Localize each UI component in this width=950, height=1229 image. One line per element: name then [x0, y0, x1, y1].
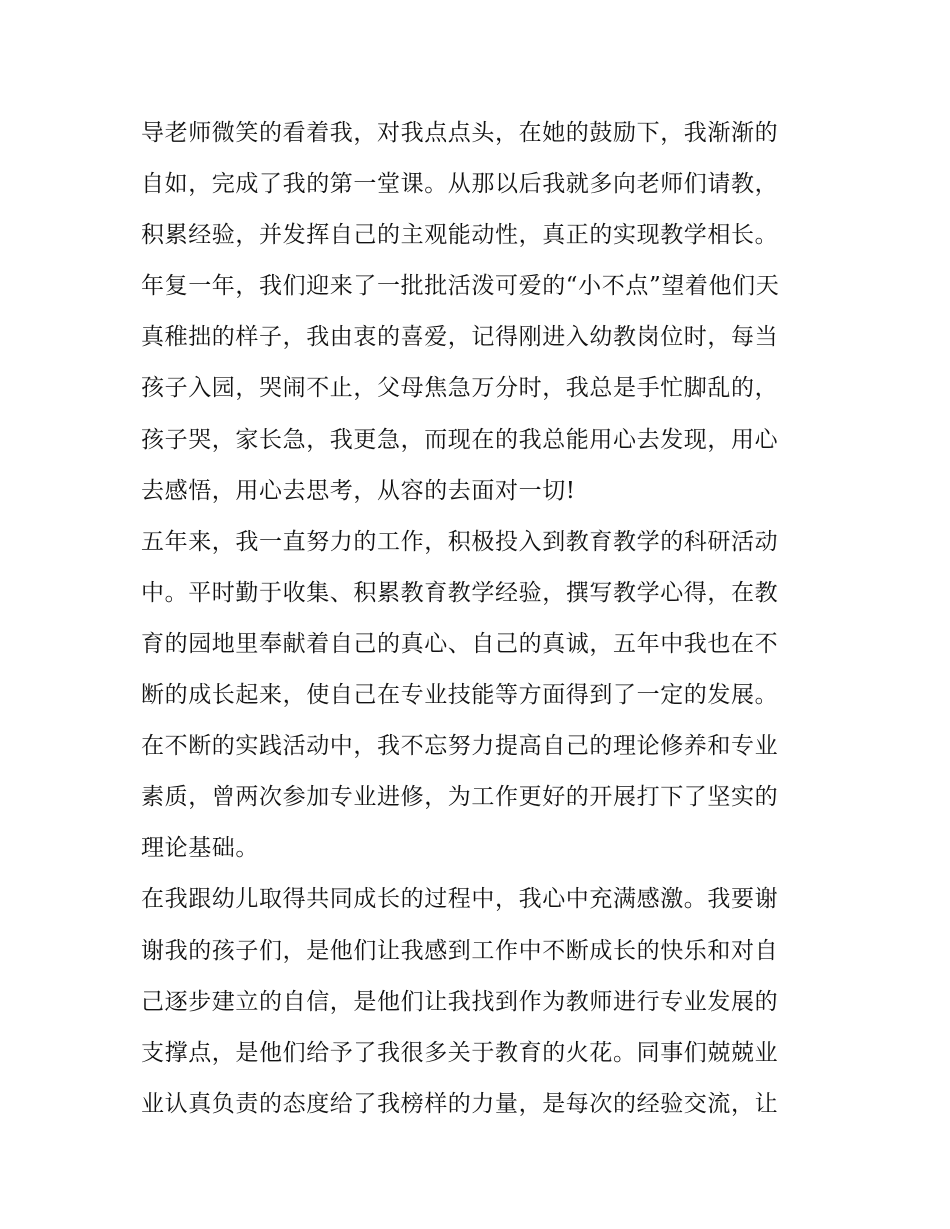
- text-line: 中。平时勤于收集、积累教育教学经验，撰写教学心得，在教: [141, 579, 779, 606]
- text-line: 导老师微笑的看着我，对我点点头，在她的鼓励下，我渐渐的: [141, 120, 779, 146]
- text-line: 支撑点，是他们给予了我很多关于教育的火花。同事们兢兢业: [141, 1039, 779, 1066]
- text-line: 育的园地里奉献着自己的真心、自己的真诚，五年中我也在不: [141, 630, 779, 657]
- text-line: 真稚拙的样子，我由衷的喜爱，记得刚进入幼教岗位时，每当: [141, 324, 779, 351]
- text-line: 去感悟，用心去思考，从容的去面对一切!: [141, 477, 576, 504]
- text-line: 积累经验，并发挥自己的主观能动性，真正的实现教学相长。: [141, 222, 779, 249]
- body-text: [141, 108, 821, 1130]
- text-line: 在不断的实践活动中，我不忘努力提高自己的理论修养和专业: [141, 733, 779, 760]
- text-line: 自如，完成了我的第一堂课。从那以后我就多向老师们请教，: [141, 171, 779, 198]
- text-line: 断的成长起来，使自己在专业技能等方面得到了一定的发展。: [141, 682, 779, 709]
- text-line: 孩子入园，哭闹不止，父母焦急万分时，我总是手忙脚乱的，: [141, 375, 779, 402]
- text-line: 孩子哭，家长急，我更急，而现在的我总能用心去发现，用心: [141, 426, 779, 453]
- text-line: 素质，曾两次参加专业进修，为工作更好的开展打下了坚实的: [141, 784, 779, 811]
- text-line: 五年来，我一直努力的工作，积极投入到教育教学的科研活动: [141, 528, 779, 555]
- text-line: 理论基础。: [141, 835, 259, 862]
- text-line: 己逐步建立的自信，是他们让我找到作为教师进行专业发展的: [141, 988, 779, 1015]
- text-line: 年复一年，我们迎来了一批批活泼可爱的“小不点”望着他们天: [141, 273, 780, 300]
- text-line: 谢我的孩子们，是他们让我感到工作中不断成长的快乐和对自: [141, 937, 779, 964]
- text-line: 业认真负责的态度给了我榜样的力量，是每次的经验交流，让: [141, 1090, 779, 1117]
- text-line: 在我跟幼儿取得共同成长的过程中，我心中充满感激。我要谢: [141, 886, 779, 913]
